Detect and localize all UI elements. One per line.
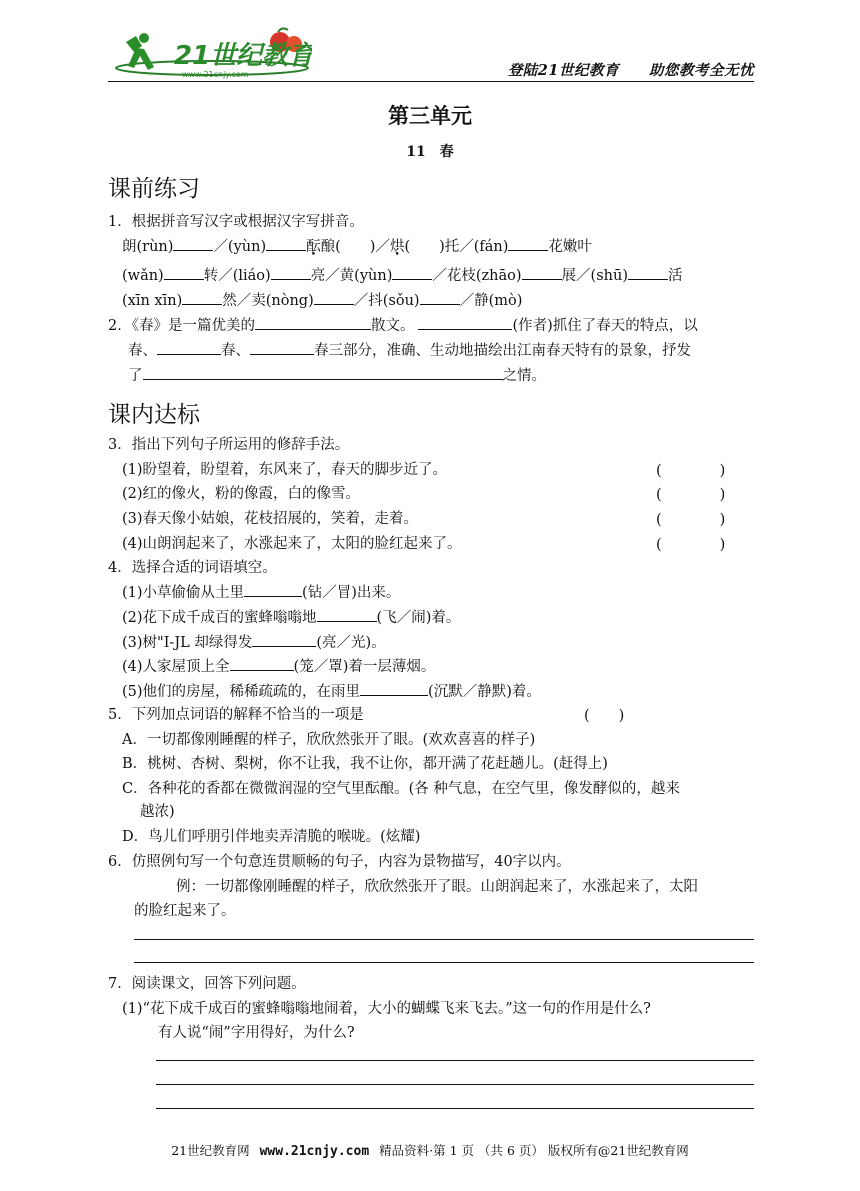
lesson-title: 11 春 <box>406 144 454 160</box>
answer-parens[interactable]: ( ) <box>656 487 726 503</box>
q5-option-b[interactable]: B．桃树、杏树、梨树，你不让我，我不让你，都开满了花赶趟儿。(赶得上) <box>122 756 608 772</box>
q4-item-4: (4)人家屋顶上全 (笼／罩)着一层薄烟。 <box>122 655 435 678</box>
answer-blank[interactable] <box>164 264 204 280</box>
answer-blank[interactable] <box>244 581 302 597</box>
answer-line[interactable] <box>156 1060 754 1061</box>
q5-option-d[interactable]: D．鸟儿们呼朋引伴地卖弄清脆的喉咙。(炫耀) <box>122 829 421 845</box>
q7-sub-1: (1)“花下成千成百的蜜蜂嗡嗡地闹着，大小的蝴蝶飞来飞去。”这一句的作用是什么? <box>122 1001 651 1017</box>
unit-title: 第三单元 <box>388 103 472 128</box>
answer-blank[interactable] <box>157 339 221 355</box>
footer-url[interactable]: www.21cnjy.com <box>259 1144 370 1159</box>
answer-blank[interactable] <box>418 314 512 330</box>
q6-stem: 6．仿照例句写一个句意连贯顺畅的句子，内容为景物描写，40字以内。 <box>108 854 571 870</box>
q1-line2: (wǎn) 转／(liáo) 亮／黄(yùn) ／花枝(zhāo) 展／(shū) 活 <box>122 264 682 287</box>
answer-blank[interactable] <box>271 264 311 280</box>
answer-blank[interactable] <box>360 680 428 696</box>
q2-line1: 2．《春》是一篇优美的 散文。 (作者)抓住了春天的特点，以 <box>108 314 698 337</box>
q7-stem: 7．阅读课文，回答下列问题。 <box>108 976 306 992</box>
footer-page: 精品资料·第 1 页 （共 6 页） <box>379 1143 544 1158</box>
q4-item-1: (1)小草偷偷从土里 (钻／冒)出来。 <box>122 581 400 604</box>
q2-line2: 春、 春、 春三部分，准确、生动地描绘出江南春天特有的景象，抒发 <box>128 339 691 362</box>
q4-item-5: (5)他们的房屋，稀稀疏疏的，在雨里 (沉默／静默)着。 <box>122 680 541 703</box>
answer-blank[interactable] <box>250 339 314 355</box>
answer-blank[interactable] <box>628 264 668 280</box>
header-divider <box>108 81 754 82</box>
answer-blank[interactable] <box>420 289 460 305</box>
answer-line[interactable] <box>134 939 754 940</box>
slogan-login: 登陆21世纪教育 <box>507 62 619 79</box>
q3-stem: 3．指出下列句子所运用的修辞手法。 <box>108 437 350 453</box>
q6-example-1: 例：一切都像刚睡醒的样子，欣欣然张开了眼。山朗润起来了，水涨起来了，太阳 <box>176 879 698 895</box>
answer-line[interactable] <box>134 962 754 963</box>
q3-item-2: (2)红的像火，粉的像霞，白的像雪。 <box>122 486 361 502</box>
answer-blank[interactable] <box>173 235 213 251</box>
answer-parens[interactable]: ( ) <box>656 512 726 528</box>
q4-stem: 4．选择合适的词语填空。 <box>108 560 277 576</box>
answer-line[interactable] <box>156 1084 754 1085</box>
answer-blank[interactable] <box>392 264 432 280</box>
page-header <box>108 26 754 84</box>
q3-item-3: (3)春天像小姑娘，花枝招展的，笑着，走着。 <box>122 511 419 527</box>
q4-item-2: (2)花下成千成百的蜜蜂嗡嗡地 (飞／闹)着。 <box>122 606 460 629</box>
site-logo[interactable] <box>112 26 312 82</box>
answer-blank[interactable] <box>143 364 503 380</box>
footer-site: 21世纪教育网 <box>171 1143 250 1158</box>
section-heading-in: 课内达标 <box>108 402 200 428</box>
answer-blank[interactable] <box>182 289 222 305</box>
answer-blank[interactable] <box>255 314 371 330</box>
q5-option-a[interactable]: A．一切都像刚睡醒的样子，欣欣然张开了眼。(欢欢喜喜的样子) <box>122 732 536 748</box>
answer-parens[interactable]: ( ) <box>656 537 726 553</box>
q5-stem: 5．下列加点词语的解释不恰当的一项是 <box>108 707 364 723</box>
answer-blank[interactable] <box>230 655 294 671</box>
logo-text: 21世纪教育 <box>174 41 312 71</box>
logo-url: www.21cnjy.com <box>182 70 249 79</box>
answer-blank[interactable] <box>508 235 548 251</box>
answer-line[interactable] <box>156 1108 754 1109</box>
header-slogan <box>478 59 754 80</box>
section-heading-pre: 课前练习 <box>108 176 200 202</box>
answer-blank[interactable] <box>314 289 354 305</box>
page-footer <box>0 1141 860 1159</box>
q1-line1: 朗(rùn) ／(yùn) 酝酿( )／烘( )托／(fán) 花嫩叶 <box>122 235 592 258</box>
answer-parens[interactable]: ( ) <box>584 708 625 724</box>
answer-blank[interactable] <box>522 264 562 280</box>
slogan-help: 助您教考全无忧 <box>649 62 754 79</box>
q4-item-3: (3)树"I-JL 却绿得发 (亮／光)。 <box>122 631 386 654</box>
answer-blank[interactable] <box>252 631 316 647</box>
q3-item-1: (1)盼望着，盼望着，东风来了，春天的脚步近了。 <box>122 462 448 478</box>
q1-stem: 1．根据拼音写汉字或根据汉字写拼音。 <box>108 214 364 230</box>
answer-parens[interactable]: ( ) <box>656 463 726 479</box>
answer-blank[interactable] <box>317 606 377 622</box>
q6-example-2: 的脸红起来了。 <box>134 903 236 919</box>
q5-option-c-cont: 越浓) <box>140 804 175 820</box>
logo-graphic <box>112 26 312 82</box>
q5-option-c[interactable]: C．各种花的香都在微微润湿的空气里酝酿。(各 种气息，在空气里，像发酵似的，越来 <box>122 781 680 797</box>
footer-rights: 版权所有@21世纪教育网 <box>547 1143 689 1158</box>
q7-sub-1-cont: 有人说“闹”字用得好，为什么? <box>158 1025 355 1041</box>
q2-line3: 了 之情。 <box>128 364 546 387</box>
answer-blank[interactable] <box>266 235 306 251</box>
q1-line3: (xīn xīn) 然／卖(nòng) ／抖(sǒu) ／静(mò) <box>122 289 522 312</box>
q3-item-4: (4)山朗润起来了，水涨起来了，太阳的脸红起来了。 <box>122 536 462 552</box>
